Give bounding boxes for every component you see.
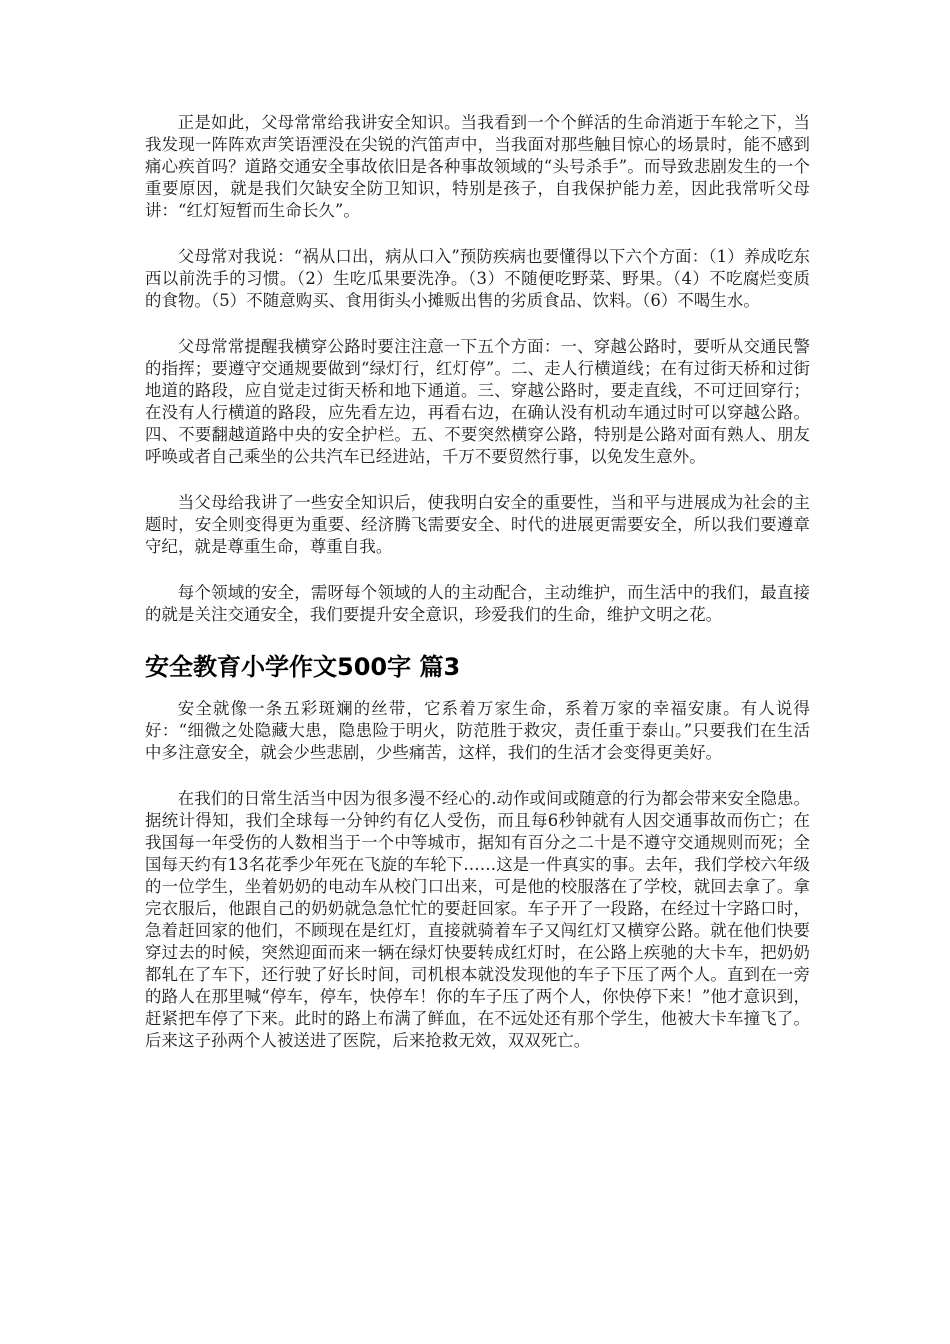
essay-section-3 [145, 698, 810, 1052]
paragraph-crossing-road: 父母常常提醒我横穿公路时要注注意一下五个方面：一、穿越公路时，要听从交通民警的指挥；要遵守交通规要做到“绿灯行，红灯停”。二、走人行横道线；在有过街天桥和过街地道的路段，应自觉走过街天桥和地下通道。三、穿越公路时，要走直线，不可迂回穿行；在没有人行横道的路段，应先看左边，再看右边，在确认没有机动车通过时可以穿越公路。四、不要翻越道路中央的安全护栏。五、不要突然横穿公路，特别是公路对面有熟人、朋友呼唤或者自己乘坐的公共汽车已经进站，千万不要贸然行事，以免发生意外。 [145, 337, 810, 466]
paragraph-accident-story: 在我们的日常生活当中因为很多漫不经心的.动作或间或随意的行为都会带来安全隐患。据统计得知，我们全球每一分钟约有亿人受伤，而且每6秒钟就有人因交通事故而伤亡；在我国每一年受伤的人数相当于一个中等城市，据知有百分之二十是不遵守交通规则而死；全国每天约有13名花季少年死在飞旋的车轮下……这是一件真实的事。去年，我们学校六年级的一位学生，坐着奶奶的电动车从校门口出来，可是他的校服落在了学校，就回去拿了。拿完衣服后，他跟自己的奶奶就急急忙忙的要赶回家。车子开了一段路，在经过十字路口时，急着赶回家的他们，不顾现在是红灯，直接就骑着车子又闯红灯又横穿公路。就在他们快要穿过去的时候，突然迎面而来一辆在绿灯快要转成红灯时，在公路上疾驰的大卡车，把奶奶都轧在了车下，还行驶了好长时间，司机根本就没发现他的车子下压了两个人。直到在一旁的路人在那里喊“停车，停车，快停车！你的车子压了两个人，你快停下来！”他才意识到，赶紧把车停了下来。此时的路上布满了鲜血，在不远处还有那个学生，他被大卡车撞飞了。后来这子孙两个人被送进了医院，后来抢救无效，双双死亡。 [145, 789, 810, 1050]
paragraph-importance-of-safety: 当父母给我讲了一些安全知识后，使我明白安全的重要性，当和平与进展成为社会的主题时，安全则变得更为重要、经济腾飞需要安全、时代的进展更需要安全，所以我们要遵章守纪，就是尊重生命，尊重自我。 [145, 493, 810, 556]
paragraph-safety-knowledge: 正是如此，父母常常给我讲安全知识。当我看到一个个鲜活的生命消逝于车轮之下，当我发现一阵阵欢声笑语湮没在尖锐的汽笛声中，当我面对那些触目惊心的场景时，能不感到痛心疾首吗？道路交通安全事故依旧是各种事故领域的“头号杀手”。而导致悲剧发生的一个重要原因，就是我们欠缺安全防卫知识，特别是孩子，自我保护能力差，因此我常听父母讲：“红灯短暂而生命长久”。 [145, 113, 810, 220]
essay-section-continued [145, 112, 810, 626]
section-heading: 安全教育小学作文500字 篇3 [145, 653, 461, 681]
document-page [145, 112, 810, 1076]
paragraph-disease-prevention: 父母常对我说：“祸从口出，病从口入”预防疾病也要懂得以下六个方面：（1）养成吃东西以前洗手的习惯。（2）生吃瓜果要洗净。（3）不随便吃野菜、野果。（4）不吃腐烂变质的食物。（5）不随意购买、食用街头小摊贩出售的劣质食品、饮料。（6）不喝生水。 [145, 247, 810, 310]
paragraph-safety-ribbon: 安全就像一条五彩斑斓的丝带，它系着万家生命，系着万家的幸福安康。有人说得好：“细微之处隐藏大患，隐患险于明火，防范胜于救灾，责任重于泰山。”只要我们在生活中多注意安全，就会少些悲剧，少些痛苦，这样，我们的生活才会变得更美好。 [145, 699, 810, 762]
paragraph-traffic-awareness: 每个领域的安全，需呀每个领域的人的主动配合，主动维护，而生活中的我们，最直接的就是关注交通安全，我们要提升安全意识，珍爱我们的生命，维护文明之花。 [145, 583, 810, 624]
